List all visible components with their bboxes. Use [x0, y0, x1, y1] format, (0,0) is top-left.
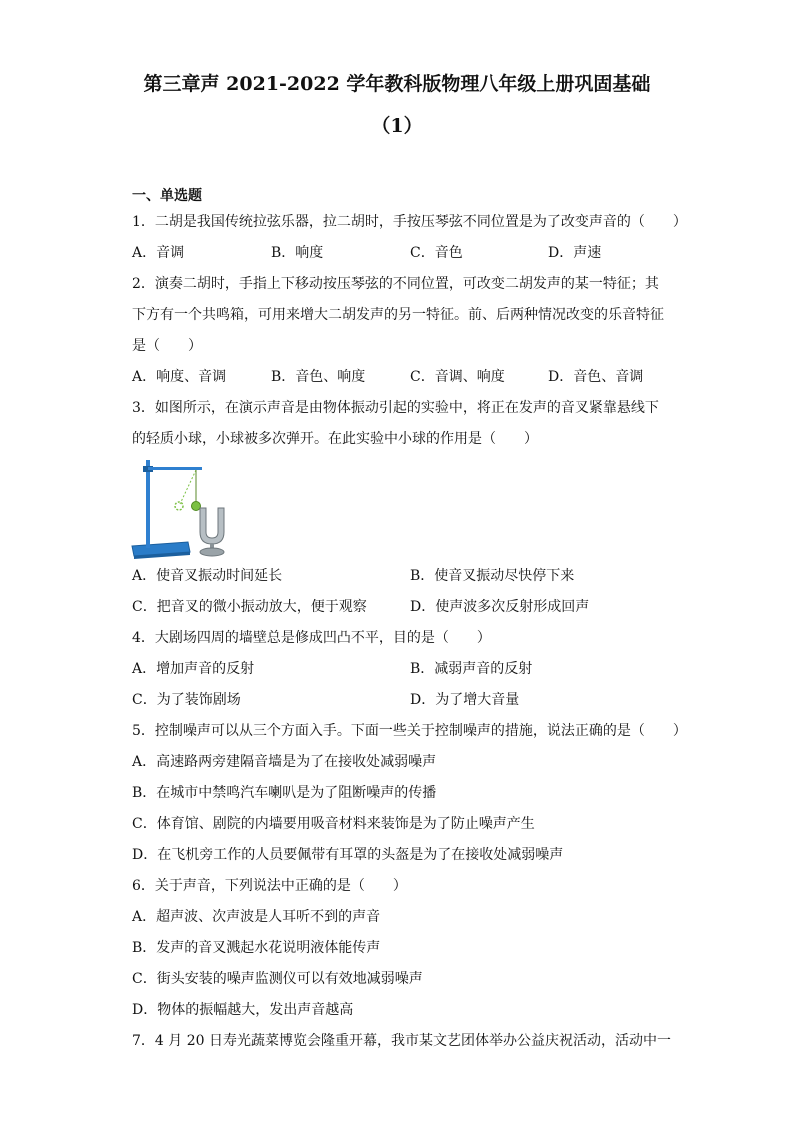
q2-option-d[interactable]: D．音色、音调: [548, 369, 644, 385]
question-5-stem: 5．控制噪声可以从三个方面入手。下面一些关于控制噪声的措施，说法正确的是（ ）: [132, 723, 687, 739]
q5-option-c[interactable]: C．体育馆、剧院的内墙要用吸音材料来装饰是为了防止噪声产生: [132, 816, 535, 832]
q4-option-b[interactable]: B．减弱声音的反射: [410, 661, 533, 677]
q1-option-b[interactable]: B．响度: [271, 245, 324, 261]
q4-option-a[interactable]: A．增加声音的反射: [132, 661, 255, 677]
tuning-fork-experiment-figure: [128, 452, 248, 562]
question-2-stem-line1: 2．演奏二胡时，手指上下移动按压琴弦的不同位置，可改变二胡发声的某一特征；其: [132, 276, 659, 292]
q3-option-d[interactable]: D．使声波多次反射形成回声: [410, 599, 590, 615]
question-3-stem-line1: 3．如图所示，在演示声音是由物体振动引起的实验中，将正在发声的音叉紧靠悬线下: [132, 400, 659, 416]
question-1-stem: 1．二胡是我国传统拉弦乐器，拉二胡时，手按压琴弦不同位置是为了改变声音的（ ）: [132, 214, 687, 230]
q2-option-c[interactable]: C．音调、响度: [410, 369, 505, 385]
document-title-line2: （1）: [371, 115, 423, 137]
q3-option-b[interactable]: B．使音叉振动尽快停下来: [410, 568, 575, 584]
q3-option-c[interactable]: C．把音叉的微小振动放大，便于观察: [132, 599, 367, 615]
q5-option-a[interactable]: A．高速路两旁建隔音墙是为了在接收处减弱噪声: [132, 754, 437, 770]
q6-option-d[interactable]: D．物体的振幅越大，发出声音越高: [132, 1002, 354, 1018]
question-6-stem: 6．关于声音，下列说法中正确的是（ ）: [132, 878, 407, 894]
q5-option-b[interactable]: B．在城市中禁鸣汽车喇叭是为了阻断噪声的传播: [132, 785, 437, 801]
q1-option-c[interactable]: C．音色: [410, 245, 463, 261]
q4-option-c[interactable]: C．为了装饰剧场: [132, 692, 241, 708]
tuning-fork-apparatus-icon: [128, 452, 248, 562]
question-2-stem-line2: 下方有一个共鸣箱，可用来增大二胡发声的另一特征。前、后两种情况改变的乐音特征: [132, 307, 664, 323]
document-title-line1: 第三章声 2021-2022 学年教科版物理八年级上册巩固基础: [143, 73, 651, 95]
q6-option-c[interactable]: C．街头安装的噪声监测仪可以有效地减弱噪声: [132, 971, 423, 987]
question-3-stem-line2: 的轻质小球，小球被多次弹开。在此实验中小球的作用是（ ）: [132, 431, 538, 447]
q1-option-d[interactable]: D．声速: [548, 245, 602, 261]
question-2-stem-line3: 是（ ）: [132, 338, 202, 354]
q6-option-a[interactable]: A．超声波、次声波是人耳听不到的声音: [132, 909, 381, 925]
question-4-stem: 4．大剧场四周的墙壁总是修成凹凸不平，目的是（ ）: [132, 630, 491, 646]
q5-option-d[interactable]: D．在飞机旁工作的人员要佩带有耳罩的头盔是为了在接收处减弱噪声: [132, 847, 564, 863]
question-7-stem: 7．4 月 20 日寿光蔬菜博览会隆重开幕，我市某文艺团体举办公益庆祝活动，活动中一: [132, 1033, 671, 1049]
section-heading: 一、单选题: [132, 188, 202, 204]
q2-option-b[interactable]: B．音色、响度: [271, 369, 366, 385]
q1-option-a[interactable]: A．音调: [132, 245, 185, 261]
q4-option-d[interactable]: D．为了增大音量: [410, 692, 520, 708]
q3-option-a[interactable]: A．使音叉振动时间延长: [132, 568, 283, 584]
q6-option-b[interactable]: B．发声的音叉溅起水花说明液体能传声: [132, 940, 381, 956]
q2-option-a[interactable]: A．响度、音调: [132, 369, 227, 385]
